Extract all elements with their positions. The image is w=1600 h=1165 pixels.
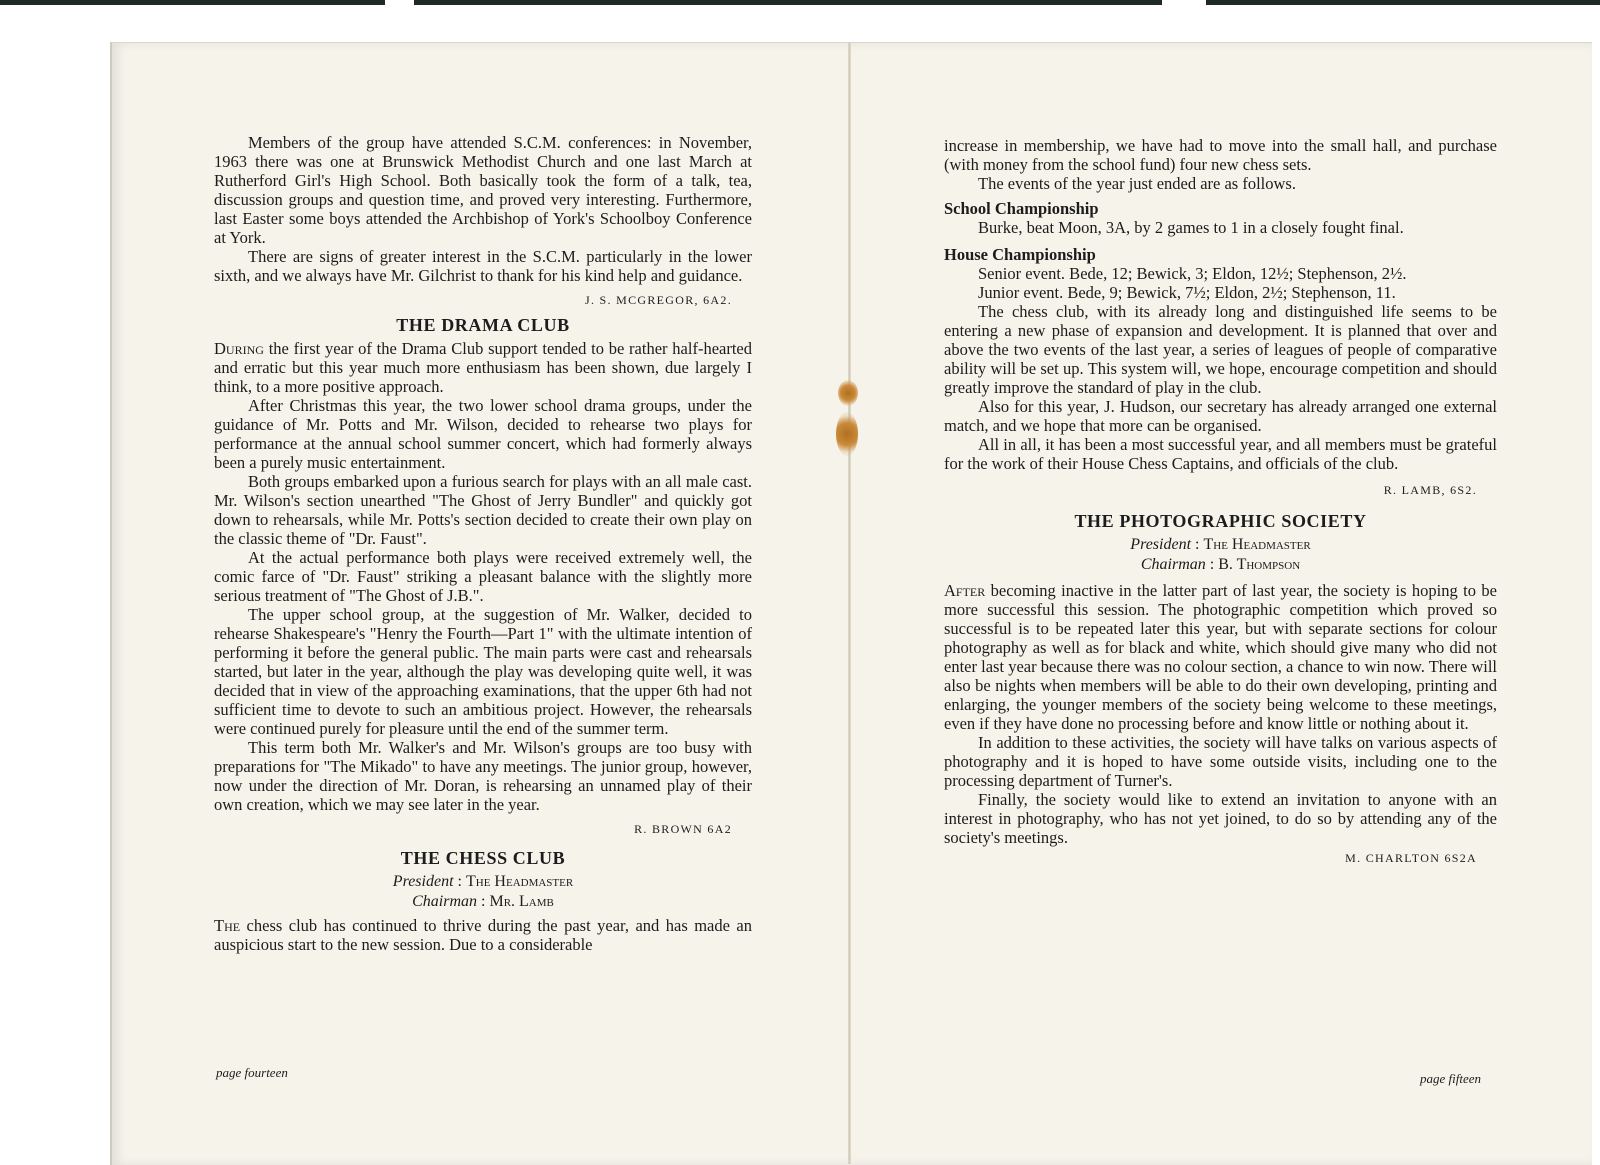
chess-intro-paragraph [214,916,752,954]
photo-drop-word: After [944,581,986,600]
drama-signature: R. BROWN 6A2 [634,822,732,836]
officer-role: President [1130,536,1192,553]
photo-signature: M. CHARLTON 6S2A [1345,851,1477,865]
chess-paragraph: All in all, it has been a most successful year, and all members must be grateful for the work of their House Chess Captains, and officials of the club. [944,435,1497,473]
events-intro: The events of the year just ended are as follows. [978,174,1296,193]
right-page [944,136,1497,874]
photo-intro-text: becoming inactive in the latter part of last year, the society is hoping to be more successful this session. The photographic competition which proved so successful is to be repeated later this year, but with separate sections for colour photography as well as for black and white, which should give many who did not enter last year because there was no colour section, a chance to win now. There will also be nights when members will be able to do their own developing, printing and enlarging, the younger members of the society being welcome to these meetings, even if they have done no processing before and know little or nothing about it. [944,581,1497,733]
officer-name: The Headmaster [465,873,574,890]
officer-name: Mr. Lamb [489,893,554,910]
chess-intro-text: chess club has continued to thrive during the past year, and has made an auspicious start to the new session. Due to a considerable [214,916,752,954]
drama-paragraph: At the actual performance both plays were received extremely well, the comic farce of "Dr. Faust" striking a pleasant balance with the slightly more serious treatment of "The Ghost of J.B.". [214,548,752,605]
drama-drop-word: During [214,339,264,358]
right-page-footer: page fifteen [1420,1071,1482,1086]
officer-role: Chairman [1140,556,1206,573]
drama-intro-paragraph [214,339,752,396]
drama-paragraph: After Christmas this year, the two lower school drama groups, under the guidance of Mr. Potts and Mr. Wilson, decided to rehearse two plays for performance at the annual school summer concert, which had formerly always been a purely music entertainment. [214,396,752,472]
chess-chairman-line: Chairman : Mr. Lamb [412,893,554,910]
drama-paragraph: Both groups embarked upon a furious search for plays with an all male cast. Mr. Wilson's section unearthed "The Ghost of Jerry Bundler" and quickly got down to rehearsals, while Mr. Potts's section decided to create their own play on the classic theme of "Dr. Faust". [214,472,752,548]
junior-event-result: Junior event. Bede, 9; Bewick, 7½; Eldon, 2½; Stephenson, 11. [978,283,1396,302]
officer-role: Chairman [412,893,478,910]
photo-paragraph: Finally, the society would like to extend an invitation to anyone with an interest in photography, who has not yet joined, to do so by attending any of the society's meetings. [944,790,1497,847]
drama-intro-text: the first year of the Drama Club support tended to be rather half-hearted and erratic but this year much more enthusiasm has been shown, due largely I think, to a more positive approach. [214,339,752,396]
chess-club-heading: THE CHESS CLUB [400,848,566,868]
photo-paragraph: In addition to these activities, the society will have talks on various aspects of photography and it is hoped to have some outside visits, including one to the processing department of Turner's. [944,733,1497,790]
top-dark-strip [1206,0,1600,5]
photo-intro-paragraph [944,581,1497,733]
chess-paragraph: Also for this year, J. Hudson, our secretary has already arranged one external match, and we hope that more can be organised. [944,397,1497,435]
drama-paragraph: The upper school group, at the suggestion of Mr. Walker, decided to rehearse Shakespeare's "Henry the Fourth—Part 1" with the ultimate intention of performing it before the general public. The main parts were cast and rehearsals started, but later in the year, although the play was developing quite well, it was decided that in view of the approaching examinations, that the upper 6th had not sufficient time to devote to such an ambitious project. However, the rehearsals were continued purely for pleasure until the end of the summer term. [214,605,752,738]
chess-paragraph: The chess club, with its already long and distinguished life seems to be entering a new phase of expansion and development. It is planned that over and above the two events of the last year, a series of leagues of people of comparative ability will be set up. This system will, we hope, encourage competition and should greatly improve the standard of play in the club. [944,302,1497,397]
left-page-footer: page fourteen [216,1065,288,1080]
chess-continued-paragraph: increase in membership, we have had to move into the small hall, and purchase (with money from the school fund) four new chess sets. [944,136,1497,174]
chess-president-line: President : The Headmaster [392,873,574,890]
photo-president-line: President : The Headmaster [1130,536,1311,553]
top-dark-strip [414,0,1162,5]
school-championship-heading: School Championship [944,199,1099,218]
center-gutter [848,42,851,1164]
school-championship-result: Burke, beat Moon, 3A, by 2 games to 1 in a closely fought final. [978,218,1404,237]
house-championship-heading: House Championship [944,245,1096,264]
top-dark-strip [0,0,385,5]
chess-signature: R. LAMB, 6S2. [1383,483,1477,497]
rust-stain [838,380,858,406]
chess-drop-word: The [214,916,241,935]
officer-role: President [392,873,454,890]
photo-chairman-line: Chairman : B. Thompson [1140,556,1301,573]
left-page [214,133,752,954]
drama-paragraph: This term both Mr. Walker's and Mr. Wilson's groups are too busy with preparations for "The Mikado" to have any meetings. The junior group, however, now under the direction of Mr. Doran, is rehearsing an unnamed play of their own creation, which we may see later in the year. [214,738,752,814]
officer-name: B. Thompson [1218,556,1301,573]
scm-paragraph: Members of the group have attended S.C.M. conferences: in November, 1963 there was one at Brunswick Methodist Church and one last March at Rutherford Girl's High School. Both basically took the form of a talk, tea, discussion groups and question time, and proved very interesting. Furthermore, last Easter some boys attended the Archbishop of York's Schoolboy Conference at York. [214,133,752,247]
photographic-society-heading: THE PHOTOGRAPHIC SOCIETY [1074,511,1367,531]
scm-signature: J. S. MCGREGOR, 6A2. [584,293,732,307]
scm-paragraph: There are signs of greater interest in the S.C.M. particularly in the lower sixth, and we always have Mr. Gilchrist to thank for his kind help and guidance. [214,247,752,285]
officer-name: The Headmaster [1203,536,1311,553]
drama-club-heading: THE DRAMA CLUB [396,315,570,335]
rust-stain [836,412,858,456]
senior-event-result: Senior event. Bede, 12; Bewick, 3; Eldon, 12½; Stephenson, 2½. [978,264,1407,283]
